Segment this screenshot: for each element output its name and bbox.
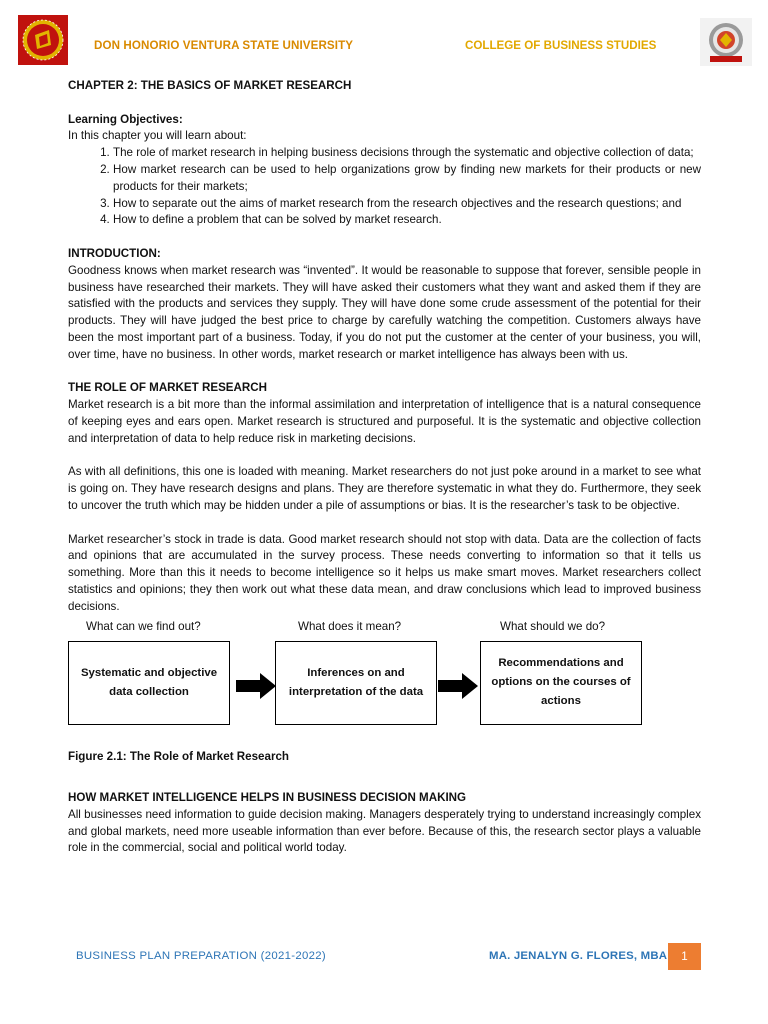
university-name: DON HONORIO VENTURA STATE UNIVERSITY: [94, 39, 354, 52]
role-paragraph-3: Market researcher’s stock in trade is data. Good market research should not stop with data. Data are the collection of facts and opinions that are accumulated in the survey process. These needs converting to information so that it tells us something. More than this it needs to become intelligence so it helps us make smart moves. Market researchers collect statistics and opinions; they then work out what these data mean, and draw conclusions which lead to improved business decisions.: [68, 532, 701, 613]
introduction-paragraph: Goodness knows when market research was “invented”. It would be reasonable to suppose that forever, sensible people in business have researched their markets. They will have asked their customers what they want and asked them if they are satisfied with the products and services they supply. They will have done some crude assessment of the potential for their products. They will have judged the best price to charge by carefully watching the competition. Customers always have been the most important part of a business. Today, if you do not put the customer at the center of your business, you will, over time, have no business. In other words, market research or market intelligence has always been with us.: [68, 263, 701, 361]
introduction-heading: INTRODUCTION:: [68, 246, 161, 260]
diagram-box-recommendations: Recommendations and options on the courses of actions: [480, 641, 642, 725]
objectives-intro: In this chapter you will learn about:: [68, 129, 247, 143]
intelligence-heading: HOW MARKET INTELLIGENCE HELPS IN BUSINESS DECISION MAKING: [68, 791, 467, 805]
intelligence-paragraph: All businesses need information to guide decision making. Managers desperately trying to understand increasingly complex and global markets, need more useable information than ever before. Because of this, the research sector plays a valuable role in the commercial, social and political world today.: [68, 807, 701, 855]
chapter-title: CHAPTER 2: THE BASICS OF MARKET RESEARCH: [68, 79, 352, 92]
diagram-box-interpretation: Inferences on and interpretation of the data: [275, 641, 437, 725]
diagram-question-1: What can we find out?: [86, 619, 201, 633]
university-seal-icon: [18, 15, 68, 65]
figure-caption: Figure 2.1: The Role of Market Research: [68, 749, 289, 763]
footer-author: MA. JENALYN G. FLORES, MBA: [489, 950, 668, 962]
college-seal-icon: [700, 18, 752, 66]
diagram-box-data-collection: Systematic and objective data collection: [68, 641, 230, 725]
role-paragraph-1: Market research is a bit more than the informal assimilation and interpretation of intelligence that is a natural consequence of keeping eyes and ears open. Market research is structured and purposeful. It is the systematic and objective collection and interpretation of data to help reduce risk in marketing decisions.: [68, 398, 701, 445]
page-number: 1: [668, 943, 701, 970]
diagram-question-3: What should we do?: [500, 619, 606, 633]
diagram-question-2: What does it mean?: [298, 619, 402, 633]
objectives-list: [68, 145, 701, 229]
objective-item: 3. How to separate out the aims of market research from the research objectives and the research questions; and: [113, 196, 701, 213]
arrow-right-icon: [236, 673, 276, 699]
role-heading: THE ROLE OF MARKET RESEARCH: [68, 381, 268, 395]
college-name: COLLEGE OF BUSINESS STUDIES: [465, 39, 657, 52]
objectives-heading: Learning Objectives:: [68, 112, 183, 126]
document-body: [68, 78, 701, 857]
objective-item: 1. The role of market research in helping business decisions through the systematic and objective collection of data;: [113, 145, 701, 162]
arrow-right-icon: [438, 673, 478, 699]
role-paragraph-2: As with all definitions, this one is loaded with meaning. Market researchers do not just poke around in a market to see what is going on. They have research designs and plans. They are therefore systematic in what they do. Furthermore, they seek to uncover the truth which may be hidden under a pile of assumptions or bias. It is the researcher’s task to be objective.: [68, 465, 701, 512]
objective-item: 2. How market research can be used to help organizations grow by finding new markets for their products or new products for their markets;: [113, 162, 701, 196]
role-diagram: [68, 619, 701, 749]
footer-course: BUSINESS PLAN PREPARATION (2021-2022): [76, 950, 326, 962]
objective-item: 4. How to define a problem that can be solved by market research.: [113, 212, 701, 229]
